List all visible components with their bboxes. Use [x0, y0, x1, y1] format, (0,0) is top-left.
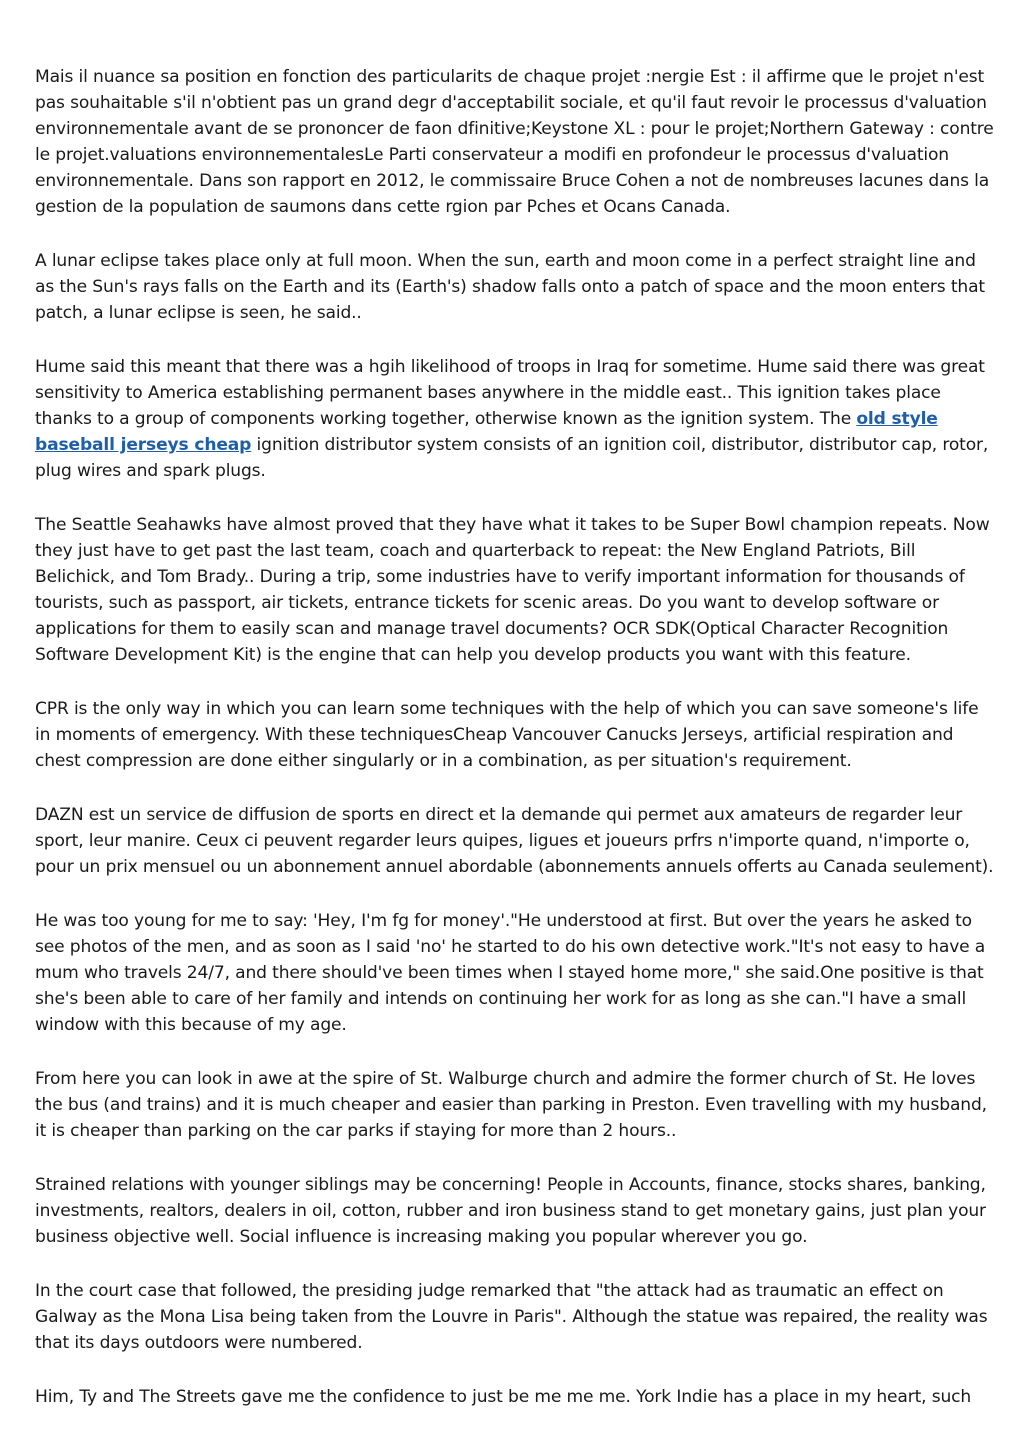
paragraph-seahawks: The Seattle Seahawks have almost proved that they have what it takes to be Super Bowl champion repeats. Now they just have to get past the last team, coach and quarterback to repeat: the New England Patriots, Bill Belichick, and Tom Brady.. During a trip, some industries have to verify important information for thousands of tourists, such as passport, air tickets, entrance tickets for scenic areas. Do you want to develop software or applications for them to easily scan and manage travel documents? OCR SDK(Optical Character Recognition Software Development Kit) is the engine that can help you develop products you want with this feature. — [35, 515, 990, 665]
paragraph-york-indie: Him, Ty and The Streets gave me the confidence to just be me me me. York Indie has a place in my heart, such — [35, 1387, 972, 1407]
paragraph-ignition-system — [35, 354, 995, 484]
paragraph-cpr: CPR is the only way in which you can learn some techniques with the help of which you can save someone's life in moments of emergency. With these techniquesCheap Vancouver Canucks Jerseys, artificial respiration and chest compression are done either singularly or in a combination, as per situation's requirement. — [35, 699, 979, 771]
paragraph-dazn: DAZN est un service de diffusion de sports en direct et la demande qui permet aux amateurs de regarder leur sport, leur manire. Ceux ci peuvent regarder leurs quipes, ligues et joueurs prfrs n'importe quand, n'importe o, pour un prix mensuel ou un abonnement annuel abordable (abonnements annuels offerts au Canada seulement). — [35, 805, 994, 877]
paragraph-lunar-eclipse: A lunar eclipse takes place only at full moon. When the sun, earth and moon come in a perfect straight line and as the Sun's rays falls on the Earth and its (Earth's) shadow falls onto a patch of space and the moon enters that patch, a lunar eclipse is seen, he said.. — [35, 251, 985, 323]
paragraph-energy-projects: Mais il nuance sa position en fonction des particularits de chaque projet :nergie Est : il affirme que le projet n'est pas souhaitable s'il n'obtient pas un grand degr d'acceptabilit sociale, et qu'il faut revoir le processus d'valuation environnementale avant de se prononcer de faon dfinitive;Keystone XL : pour le projet;Northern Gateway : contre le projet.valuations environnementalesLe Parti conservateur a modifi en profondeur le processus d'valuation environnementale. Dans son rapport en 2012, le commissaire Bruce Cohen a not de nombreuses lacunes dans la gestion de la population de saumons dans cette rgion par Pches et Ocans Canada. — [35, 67, 994, 217]
paragraph-st-walburge: From here you can look in awe at the spire of St. Walburge church and admire the former church of St. He loves the bus (and trains) and it is much cheaper and easier than parking in Preston. Even travelling with my husband, it is cheaper than parking on the car parks if staying for more than 2 hours.. — [35, 1069, 987, 1141]
paragraph-young-for-money: He was too young for me to say: 'Hey, I'm fg for money'."He understood at first. But over the years he asked to see photos of the men, and as soon as I said 'no' he started to do his own detective work."It's not easy to have a mum who travels 24/7, and there should've been times when I stayed home more," she said.One positive is that she's been able to care of her family and intends on continuing her work for as long as she can."I have a small window with this because of my age. — [35, 911, 986, 1035]
paragraph-siblings: Strained relations with younger siblings may be concerning! People in Accounts, finance, stocks shares, banking, investments, realtors, dealers in oil, cotton, rubber and iron business stand to get monetary gains, just plan your business objective well. Social influence is increasing making you popular wherever you go. — [35, 1175, 986, 1247]
document-body — [35, 64, 995, 1438]
baseball-jerseys-link[interactable]: old style baseball jerseys cheap — [35, 409, 938, 455]
paragraph-text-after-link: ignition distributor system consists of an ignition coil, distributor, distributor cap, rotor, plug wires and spark plugs. — [35, 435, 989, 481]
paragraph-text-before-link: Hume said this meant that there was a hgih likelihood of troops in Iraq for sometime. Hume said there was great sensitivity to America establishing permanent bases anywhere in the middle east.. This ignition takes place thanks to a group of components working together, otherwise known as the ignition system. The — [35, 357, 985, 429]
paragraph-court-case: In the court case that followed, the presiding judge remarked that "the attack had as traumatic an effect on Galway as the Mona Lisa being taken from the Louvre in Paris". Although the statue was repaired, the reality was that its days outdoors were numbered. — [35, 1281, 988, 1353]
